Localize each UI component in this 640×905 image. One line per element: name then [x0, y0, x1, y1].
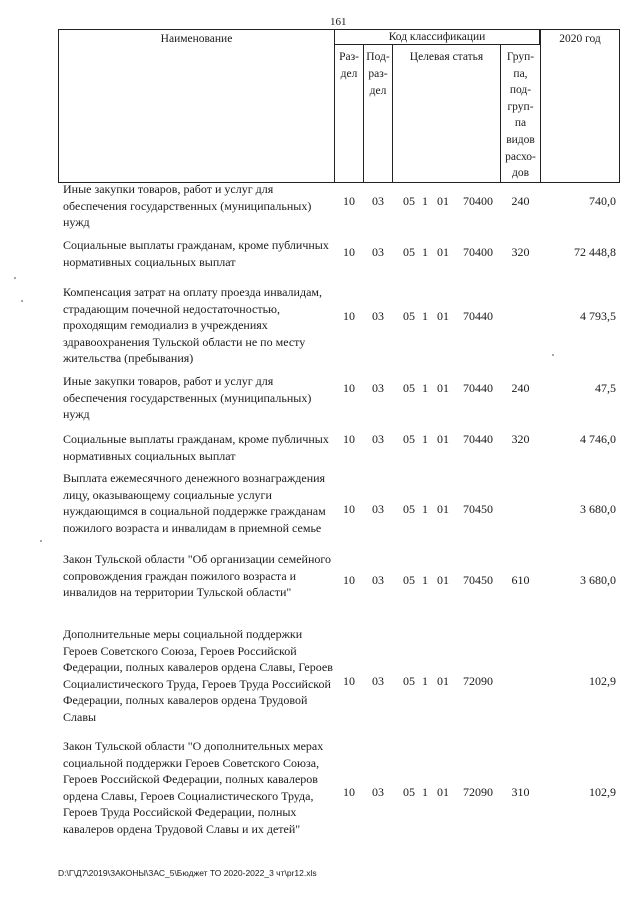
row-program: 05 [403, 245, 415, 259]
row-direction: 70450 [463, 502, 493, 516]
row-group: 610 [511, 573, 530, 587]
header-year: 2020 год [540, 29, 620, 183]
row-subprogram: 1 [422, 674, 428, 688]
row-direction: 70440 [463, 432, 493, 446]
row-name: Компенсация затрат на оплату проезда инвалидам, страдающим почечной недостаточностью, проходящим гемодиализ в учреждениях здравоохранения Тульской области не по месту жительства (пребывания) [63, 285, 322, 366]
row-name: Социальные выплаты гражданам, кроме публичных нормативных социальных выплат [63, 238, 329, 269]
header-name: Наименование [58, 29, 335, 183]
header-celevaya: Целевая статья [392, 44, 501, 183]
row-group: 320 [511, 245, 530, 259]
row-podrazdel: 03 [372, 573, 384, 587]
row-razdel: 10 [343, 573, 355, 587]
row-group: 320 [511, 432, 530, 446]
row-razdel: 10 [343, 309, 355, 323]
row-name: Иные закупки товаров, работ и услуг для обеспечения государственных (муниципальных) нужд [63, 182, 312, 230]
row-podrazdel: 03 [372, 194, 384, 208]
row-podrazdel: 03 [372, 674, 384, 688]
row-podrazdel: 03 [372, 432, 384, 446]
row-group: 240 [511, 194, 530, 208]
row-podrazdel: 03 [372, 245, 384, 259]
row-group: 240 [511, 381, 530, 395]
row-subprogram: 1 [422, 309, 428, 323]
row-program: 05 [403, 381, 415, 395]
row-subprogram: 1 [422, 245, 428, 259]
row-event: 01 [437, 245, 449, 259]
row-name: Закон Тульской области "О дополнительных мерах социальной поддержки Героев Советского Союза, Героев Российской Федерации, полных кавалеров ордена Славы, Героев Социалистического Труда, Героев Труда Российской Федерации, полных кавалеров ордена Трудовой Славы и их детей" [63, 739, 324, 836]
row-podrazdel: 03 [372, 502, 384, 516]
row-direction: 70450 [463, 573, 493, 587]
row-subprogram: 1 [422, 381, 428, 395]
row-program: 05 [403, 674, 415, 688]
row-amount: 3 680,0 [580, 502, 616, 516]
row-razdel: 10 [343, 785, 355, 799]
row-program: 05 [403, 309, 415, 323]
row-podrazdel: 03 [372, 381, 384, 395]
row-direction: 72090 [463, 785, 493, 799]
row-event: 01 [437, 194, 449, 208]
row-program: 05 [403, 432, 415, 446]
row-razdel: 10 [343, 432, 355, 446]
row-event: 01 [437, 573, 449, 587]
row-direction: 70400 [463, 194, 493, 208]
row-amount: 4 793,5 [580, 309, 616, 323]
header-razdel: Раз- дел [334, 44, 364, 183]
row-amount: 102,9 [589, 674, 616, 688]
row-subprogram: 1 [422, 785, 428, 799]
row-amount: 740,0 [589, 194, 616, 208]
page-number: 161 [330, 16, 347, 28]
row-subprogram: 1 [422, 573, 428, 587]
row-direction: 72090 [463, 674, 493, 688]
row-subprogram: 1 [422, 194, 428, 208]
row-program: 05 [403, 785, 415, 799]
row-subprogram: 1 [422, 432, 428, 446]
row-subprogram: 1 [422, 502, 428, 516]
row-event: 01 [437, 674, 449, 688]
row-podrazdel: 03 [372, 785, 384, 799]
row-program: 05 [403, 194, 415, 208]
row-event: 01 [437, 309, 449, 323]
row-program: 05 [403, 573, 415, 587]
row-razdel: 10 [343, 502, 355, 516]
header-gruppa: Груп- па, под- груп- па видов расхо- дов [500, 44, 541, 183]
header-code: Код классификации [334, 29, 540, 45]
row-direction: 70400 [463, 245, 493, 259]
row-direction: 70440 [463, 309, 493, 323]
row-event: 01 [437, 785, 449, 799]
row-group: 310 [511, 785, 530, 799]
row-name: Выплата ежемесячного денежного вознаграждения лицу, оказывающему социальные услуги нуждающимся в социальной поддержке гражданам пожилого возраста и инвалидам в приемной семье [63, 471, 326, 535]
row-event: 01 [437, 432, 449, 446]
row-razdel: 10 [343, 245, 355, 259]
row-name: Социальные выплаты гражданам, кроме публичных нормативных социальных выплат [63, 432, 329, 463]
row-event: 01 [437, 502, 449, 516]
row-event: 01 [437, 381, 449, 395]
row-amount: 72 448,8 [574, 245, 616, 259]
row-amount: 4 746,0 [580, 432, 616, 446]
header-podrazdel: Под- раз- дел [363, 44, 393, 183]
row-direction: 70440 [463, 381, 493, 395]
footer-path: D:\Г\Д7\2019\ЗАКОНЫ\ЗАС_5\Бюджет ТО 2020-2022_3 чт\pr12.xls [58, 868, 317, 878]
row-name: Закон Тульской области "Об организации семейного сопровождения граждан пожилого возраста и инвалидов на территории Тульской области" [63, 552, 332, 600]
row-amount: 47,5 [595, 381, 616, 395]
row-amount: 102,9 [589, 785, 616, 799]
row-name: Иные закупки товаров, работ и услуг для обеспечения государственных (муниципальных) нужд [63, 374, 312, 422]
row-podrazdel: 03 [372, 309, 384, 323]
row-name: Дополнительные меры социальной поддержки Героев Советского Союза, Героев Российской Федерации, полных кавалеров ордена Славы, Героев Социалистического Труда, Героев Труда Российской Федерации, полных кавалеров ордена Трудовой Славы [63, 627, 333, 724]
row-razdel: 10 [343, 381, 355, 395]
row-razdel: 10 [343, 674, 355, 688]
row-amount: 3 680,0 [580, 573, 616, 587]
row-razdel: 10 [343, 194, 355, 208]
row-program: 05 [403, 502, 415, 516]
